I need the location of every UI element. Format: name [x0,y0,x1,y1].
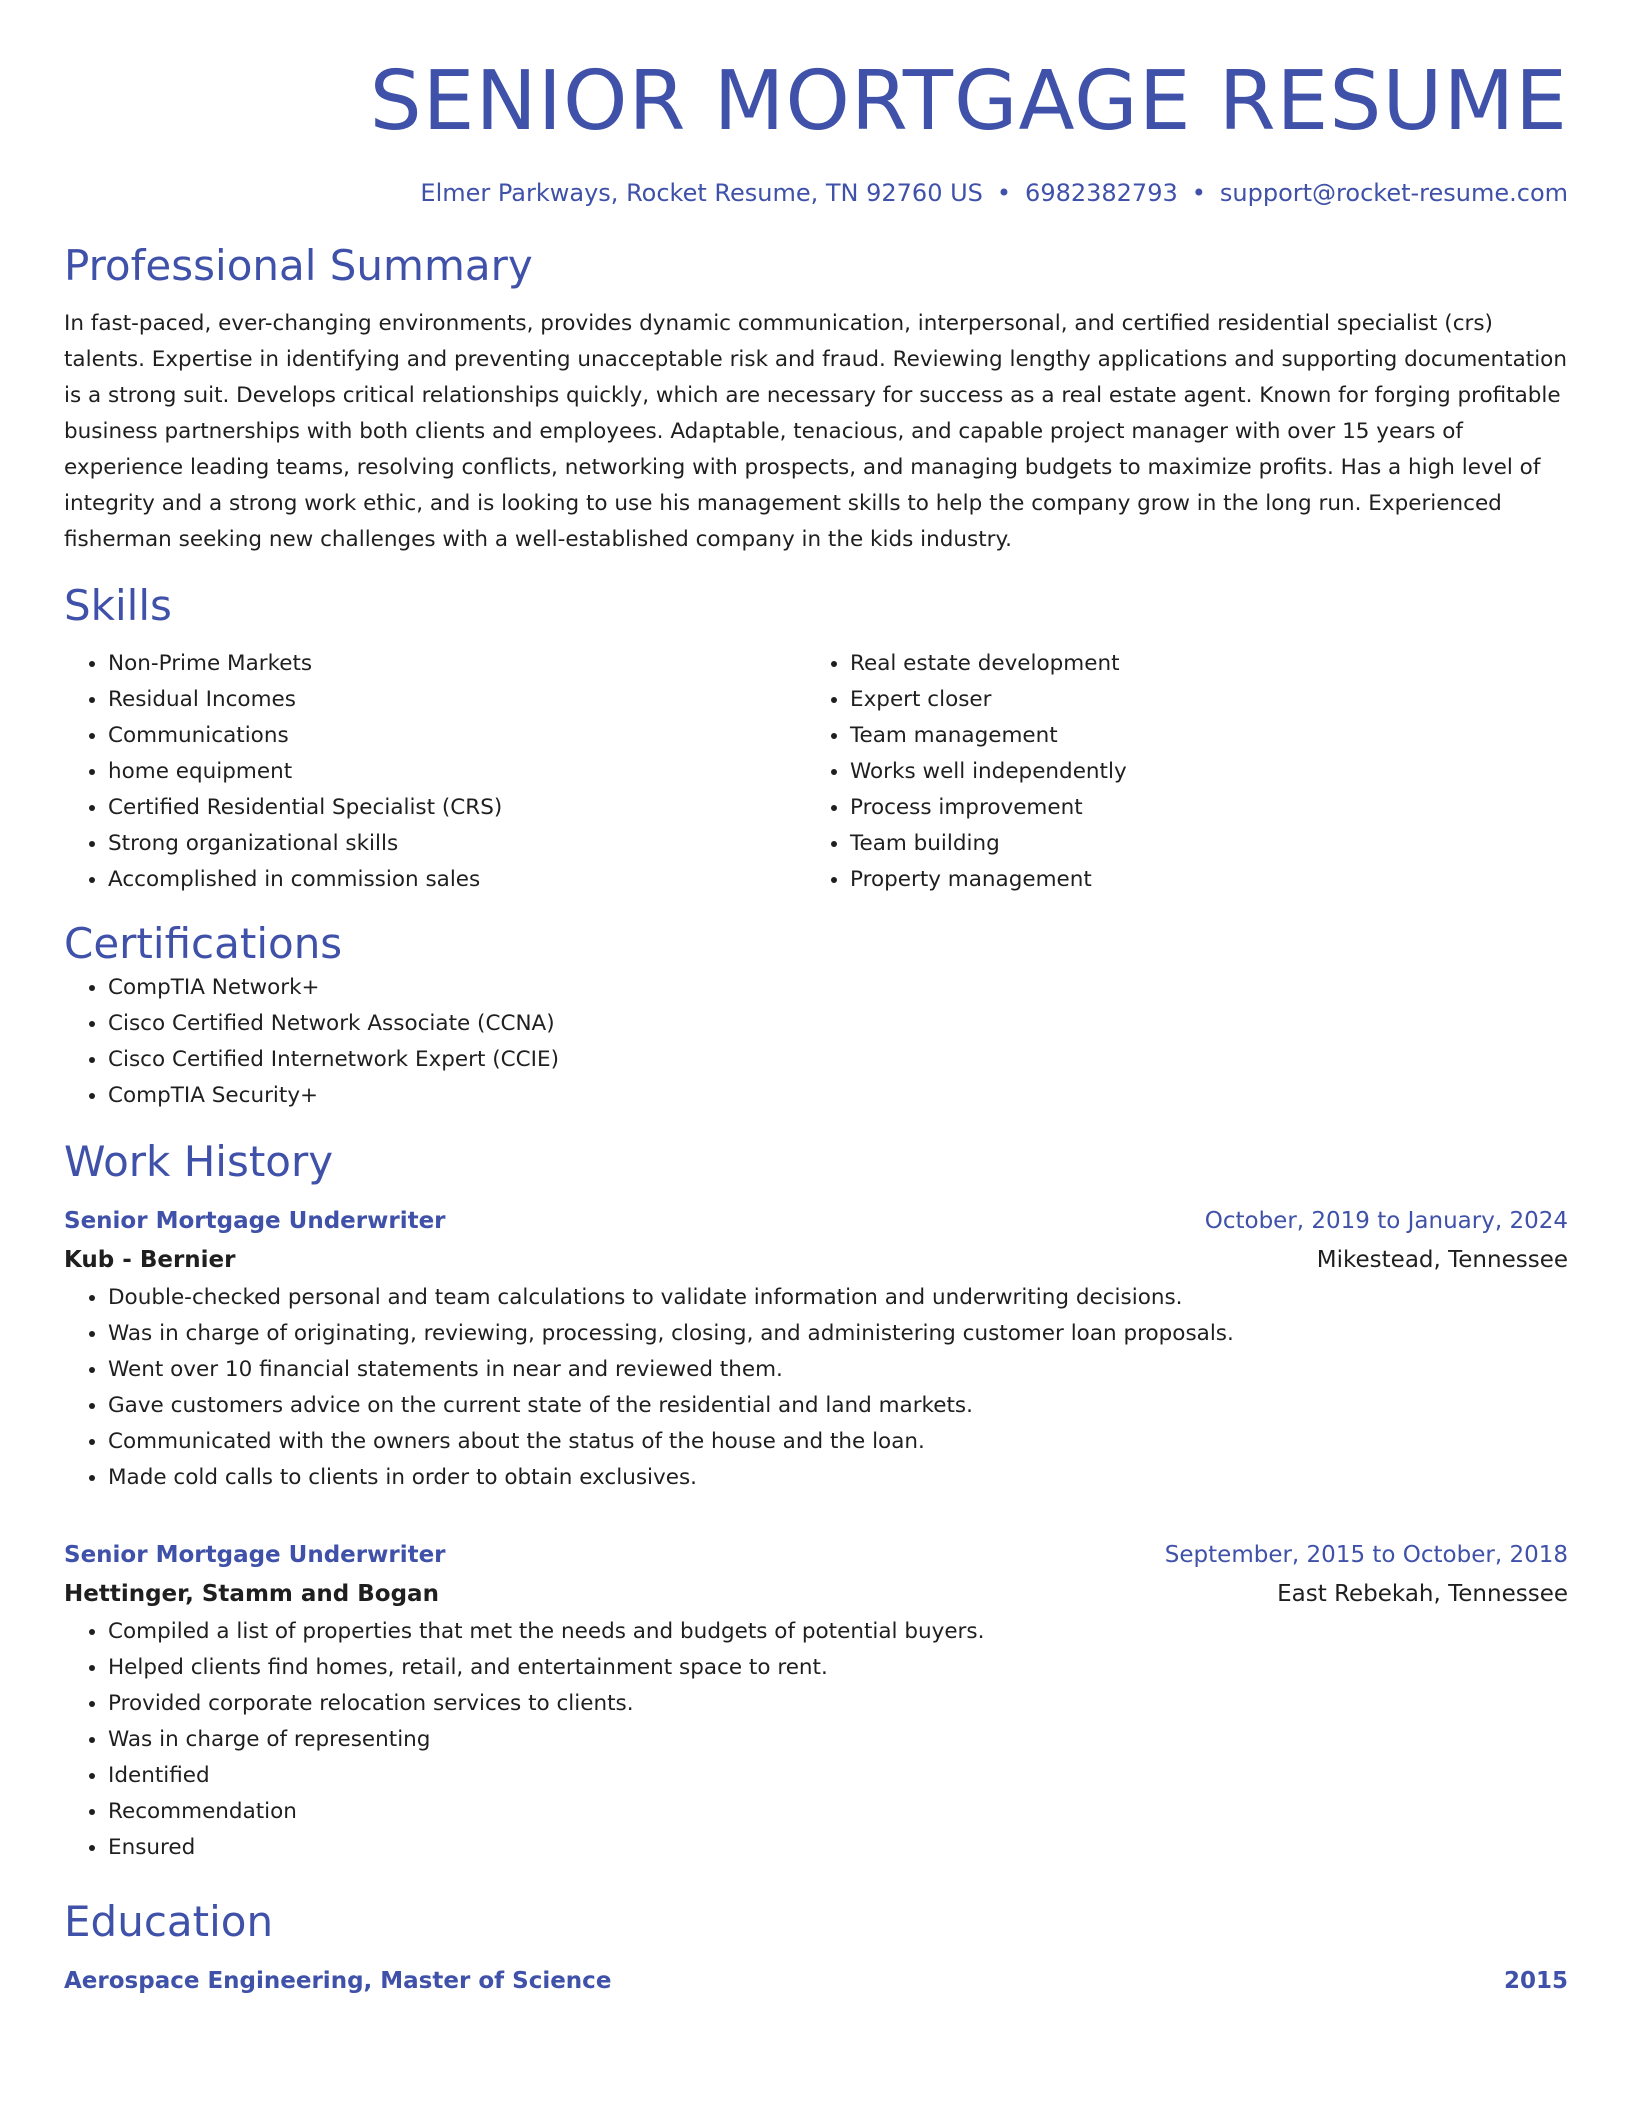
skills-column-right [806,646,1548,898]
education-row [64,1962,1568,2000]
job-company-row [64,1574,1568,1614]
job-duty-item: • Was in charge of representing [108,1722,1568,1758]
contact-line [64,176,1568,210]
job-title: Senior Mortgage Underwriter [64,1542,446,1568]
skill-item: • Process improvement [850,790,1548,826]
certifications-list [64,970,1568,1114]
skill-item: • Team management [850,718,1548,754]
job-header-row [64,1536,1568,1574]
job-duty-item: • Communicated with the owners about the status of the house and the loan. [108,1424,1568,1460]
skill-item: • Strong organizational skills [108,826,806,862]
job-duty-item: • Went over 10 financial statements in near and reviewed them. [108,1352,1568,1388]
contact-separator: • [996,179,1012,207]
contact-address: Elmer Parkways, Rocket Resume, TN 92760 US [420,179,983,207]
job-dates: October, 2019 to January, 2024 [1204,1208,1568,1234]
skill-item: • Team building [850,826,1548,862]
job-entry [64,1202,1568,1496]
certification-item: • CompTIA Security+ [108,1078,1568,1114]
summary-text: In fast-paced, ever-changing environments, provides dynamic communication, interpersonal, and certified residential specialist (crs) talents. Expertise in identifying and preventing unacceptable risk and fraud. Reviewing lengthy applications and supporting documentation is a strong suit. Develops critical relationships quickly, which are necessary for success as a real estate agent. Known for forging profitable business partnerships with both clients and employees. Adaptable, tenacious, and capable project manager with over 15 years of experience leading teams, resolving conflicts, networking with prospects, and managing budgets to maximize profits. Has a high level of integrity and a strong work ethic, and is looking to use his management skills to help the company grow in the long run. Experienced fisherman seeking new challenges with a well-established company in the kids industry. [64,311,1567,552]
skill-item: • Residual Incomes [108,682,806,718]
certification-item: • Cisco Certified Internetwork Expert (CCIE) [108,1042,1568,1078]
job-duty-item: • Provided corporate relocation services to clients. [108,1686,1568,1722]
education-section [64,1896,1568,2000]
work-history-section [64,1136,1568,1866]
work-history-heading: Work History [64,1137,334,1186]
job-duty-item: • Ensured [108,1830,1568,1866]
job-duty-item: • Gave customers advice on the current state of the residential and land markets. [108,1388,1568,1424]
job-location: Mikestead, Tennessee [1316,1247,1568,1273]
skill-item: • Real estate development [850,646,1548,682]
resume-header [64,0,1568,210]
job-duty-item: • Was in charge of originating, reviewing, processing, closing, and administering customer loan proposals. [108,1316,1568,1352]
job-company-row [64,1240,1568,1280]
job-dates: September, 2015 to October, 2018 [1164,1542,1568,1568]
job-company: Kub - Bernier [64,1247,236,1273]
job-duties-list [64,1280,1568,1496]
skills-section [64,580,1568,898]
certification-item: • Cisco Certified Network Associate (CCNA) [108,1006,1568,1042]
skill-item: • Expert closer [850,682,1548,718]
contact-phone: 6982382793 [1025,179,1178,207]
summary-section [64,240,1568,558]
skill-item: • home equipment [108,754,806,790]
skills-list-right [806,646,1548,898]
job-duty-item: • Recommendation [108,1794,1568,1830]
skill-item: • Property management [850,862,1548,898]
skill-item: • Certified Residential Specialist (CRS) [108,790,806,826]
certification-item: • CompTIA Network+ [108,970,1568,1006]
skill-item: • Works well independently [850,754,1548,790]
job-duty-item: • Identified [108,1758,1568,1794]
job-title: Senior Mortgage Underwriter [64,1208,446,1234]
skills-grid [64,646,1568,898]
contact-separator: • [1191,179,1206,207]
job-duty-item: • Helped clients find homes, retail, and entertainment space to rent. [108,1650,1568,1686]
skill-item: • Communications [108,718,806,754]
skills-column-left [64,646,806,898]
contact-email: support@rocket-resume.com [1219,179,1568,207]
job-duty-item: • Made cold calls to clients in order to obtain exclusives. [108,1460,1568,1496]
job-duty-item: • Compiled a list of properties that met the needs and budgets of potential buyers. [108,1614,1568,1650]
education-year: 2015 [1503,1968,1568,1994]
skill-item: • Accomplished in commission sales [108,862,806,898]
certifications-section [64,918,1568,1114]
skills-heading: Skills [64,581,172,630]
job-location: East Rebekah, Tennessee [1277,1581,1568,1607]
education-degree: Aerospace Engineering, Master of Science [64,1968,612,1994]
job-duty-item: • Double-checked personal and team calculations to validate information and underwriting decisions. [108,1280,1568,1316]
resume-name: SENIOR MORTGAGE RESUME [369,54,1568,149]
skills-list-left [64,646,806,898]
job-header-row [64,1202,1568,1240]
skill-item: • Non-Prime Markets [108,646,806,682]
job-company: Hettinger, Stamm and Bogan [64,1581,439,1607]
summary-heading: Professional Summary [64,241,533,290]
certifications-heading: Certifications [64,919,343,968]
job-entry [64,1536,1568,1866]
education-heading: Education [64,1897,274,1946]
job-duties-list [64,1614,1568,1866]
